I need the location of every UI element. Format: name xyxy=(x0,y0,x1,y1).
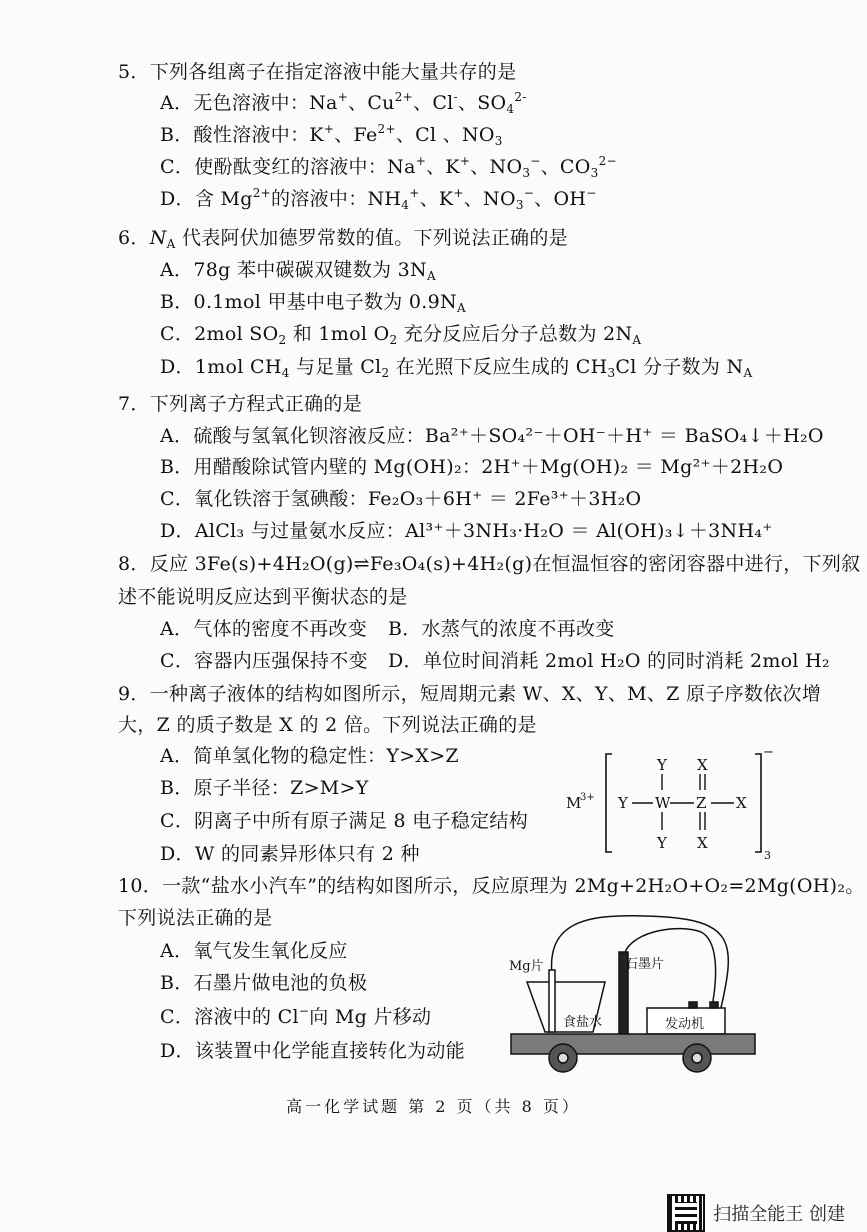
q9-option-b: B．原子半径：Z>M>Y xyxy=(160,777,369,799)
anion-count: 3 xyxy=(764,849,771,862)
q6-option-d: D．1mol $CH_4$ 与足量 $Cl_2$ 在光照下反应生成的 $CH_3Cl$ 分子数为 $N_A$ xyxy=(160,356,753,380)
q5-option-c: C．使酚酞变红的溶液中：Na+、K+、$NO_3^-$、$CO_3^{2-}$ xyxy=(160,154,617,180)
q10-salt-water-car-diagram xyxy=(505,912,765,1077)
q7-option-a: A．硫酸与氢氧化钡溶液反应：Ba²⁺＋SO₄²⁻＋OH⁻＋H⁺ ＝ BaSO₄↓＋H₂O xyxy=(160,425,824,447)
q5-option-a: A．无色溶液中：Na+、$Cu^{2+}$、Cl-、$SO_4^{2-}$ xyxy=(160,90,527,116)
atom-y-bottom: Y xyxy=(657,834,667,852)
q9-option-a: A．简单氢化物的稳定性：Y>X>Z xyxy=(160,745,459,767)
atom-x-bottom: X xyxy=(697,834,708,852)
page-footer: 高一化学试题 第 2 页（共 8 页） xyxy=(286,1097,581,1116)
q9-structure-diagram xyxy=(560,742,780,862)
q7-option-d: D．AlCl₃ 与过量氨水反应：Al³⁺＋3NH₃·H₂O ＝ Al(OH)₃↓＋3NH₄⁺ xyxy=(160,520,773,542)
q5-stem: 5．下列各组离子在指定溶液中能大量共存的是 xyxy=(118,61,517,83)
watermark-text: 扫描全能王 创建 xyxy=(713,1204,845,1225)
cation-charge: 3+ xyxy=(580,792,595,803)
label-motor: 发动机 xyxy=(665,1017,705,1032)
label-graphite: 石墨片 xyxy=(625,957,665,972)
q10-option-d: D．该装置中化学能直接转化为动能 xyxy=(160,1040,466,1062)
q8-option-a: A．气体的密度不再改变 xyxy=(160,618,368,640)
q10-stem-line1: 10．一款“盐水小汽车”的结构如图所示，反应原理为 2Mg+2H₂O+O₂=2Mg(OH)₂。 xyxy=(118,875,865,897)
atom-x-right: X xyxy=(736,794,747,812)
q5-option-d: D．含 $Mg^{2+}$的溶液中：$NH_4^+$、K+、$NO_3^-$、OH− xyxy=(160,186,597,212)
q10-option-a: A．氧气发生氧化反应 xyxy=(160,940,348,962)
q6-option-a: A．78g 苯中碳碳双键数为 $3N_A$ xyxy=(160,259,436,283)
q8-stem-line2: 述不能说明反应达到平衡状态的是 xyxy=(118,586,408,608)
label-mg: Mg片 xyxy=(509,959,544,974)
right-bracket xyxy=(755,754,761,852)
q10-option-b: B．石墨片做电池的负极 xyxy=(160,972,368,994)
cation-m: M xyxy=(566,794,582,812)
q10-stem-line2: 下列说法正确的是 xyxy=(118,907,273,929)
car-chassis xyxy=(511,1034,755,1054)
q9-option-c: C．阴离子中所有原子满足 8 电子稳定结构 xyxy=(160,810,529,832)
q6-option-b: B．0.1mol 甲基中电子数为 $0.9N_A$ xyxy=(160,291,466,315)
q6-stem: 6．$N_A$ 代表阿伏加德罗常数的值。下列说法正确的是 xyxy=(118,227,568,251)
label-brine: 食盐水 xyxy=(563,1015,603,1030)
anion-charge: − xyxy=(763,745,774,760)
atom-x-top: X xyxy=(697,756,708,774)
q9-stem-line1: 9．一种离子液体的结构如图所示，短周期元素 W、X、Y、M、Z 原子序数依次增 xyxy=(118,683,822,705)
q7-option-b: B．用醋酸除试管内壁的 Mg(OH)₂：2H⁺＋Mg(OH)₂ ＝ Mg²⁺＋2H₂O xyxy=(160,456,784,478)
q8-option-c: C．容器内压强保持不变 xyxy=(160,650,368,672)
atom-z: Z xyxy=(696,794,707,812)
atom-y-top: Y xyxy=(657,756,667,774)
q9-option-d: D．W 的同素异形体只有 2 种 xyxy=(160,843,420,865)
left-bracket xyxy=(606,754,612,852)
qr-code-icon xyxy=(667,1194,705,1232)
q8-option-d: D．单位时间消耗 2mol H₂O 的同时消耗 2mol H₂ xyxy=(388,650,830,672)
atom-y-left: Y xyxy=(618,794,628,812)
scanner-watermark xyxy=(667,1194,845,1232)
mg-strip xyxy=(549,970,555,1032)
q10-option-c: C．溶液中的 Cl−向 Mg 片移动 xyxy=(160,1004,432,1028)
q8-option-b: B．水蒸气的浓度不再改变 xyxy=(388,618,615,640)
atom-w: W xyxy=(655,794,671,812)
q5-option-b: B．酸性溶液中：K+、$Fe^{2+}$、Cl 、$NO_3$ xyxy=(160,122,503,148)
q7-stem: 7．下列离子方程式正确的是 xyxy=(118,393,362,415)
q6-option-c: C．2mol $SO_2$ 和 1mol $O_2$ 充分反应后分子总数为 $2N_A$ xyxy=(160,323,642,347)
q9-stem-line2: 大，Z 的质子数是 X 的 2 倍。下列说法正确的是 xyxy=(118,714,537,736)
q8-stem-line1: 8．反应 3Fe(s)+4H₂O(g)⇌Fe₃O₄(s)+4H₂(g)在恒温恒容的密闭容器中进行，下列叙 xyxy=(118,553,861,575)
q7-option-c: C．氧化铁溶于氢碘酸：Fe₂O₃＋6H⁺ ＝ 2Fe³⁺＋3H₂O xyxy=(160,488,642,510)
